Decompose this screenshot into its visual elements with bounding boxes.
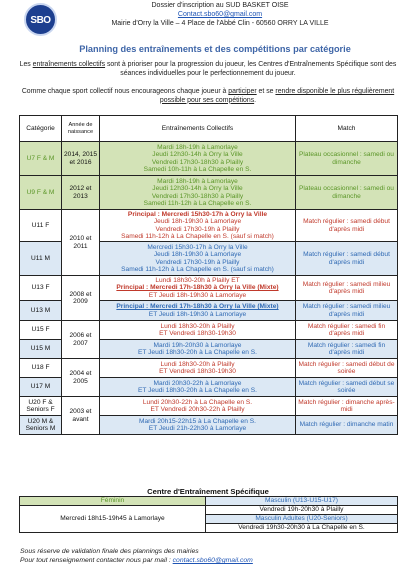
category-cell: U13 M [20, 301, 62, 321]
header-email-link[interactable]: Contact.sbo60@gmail.com [177, 11, 263, 18]
intro-paragraph-2 [18, 88, 398, 105]
training-line: Samedi 11h-12h à La Chapelle en S. (sauf si match) [121, 232, 274, 240]
match-cell: Match régulier : samedi fin d'après midi [296, 321, 398, 340]
table-row-u18f [20, 359, 398, 378]
match-cell: Match régulier : samedi début d'après midi [296, 242, 398, 276]
centre-masculin-label: Masculin (U13-U15-U17) [206, 497, 398, 506]
table-row-u9 [20, 176, 398, 210]
birth-year-cell: 2012 et 2013 [62, 176, 100, 210]
training-line: Samedi 11h-12h à La Chapelle en S. [143, 199, 252, 207]
category-cell: U13 F [20, 276, 62, 301]
training-line: Mercredi 15h30-17h à Orry la Ville [147, 243, 248, 251]
category-cell: U11 M [20, 242, 62, 276]
training-line: Jeudi 18h-19h30 à Lamorlaye [153, 251, 242, 259]
footer-note: Sous réserve de validation finale des plannings des mairies [20, 548, 199, 555]
training-line-principal: Principal : Mercredi 17h-18h30 à Orry la Ville (Mixte) [116, 303, 279, 311]
table-row-u11f [20, 210, 398, 242]
birth-year-cell: 2008 et 2009 [62, 276, 100, 321]
table-row-u13f [20, 276, 398, 301]
intro-text: sont à prioriser pour la progression du joueur, les Centres d'Entraînements Spécifique sont des séances individuelles pour le perfectionnement du joueur. [105, 61, 397, 77]
training-line-principal: Principal : Mercredi 17h-18h30 à Orry la Ville (Mixte) [116, 284, 279, 292]
category-cell: U9 F & M [20, 176, 62, 210]
match-cell: Plateau occasionnel : samedi ou dimanche [296, 176, 398, 210]
centre-masculin-adultes-label: Masculin Adultes (U20-Seniors) [206, 515, 398, 524]
birth-year-cell: 2014, 2015 et 2016 [62, 142, 100, 176]
intro-emphasis: entraînements collectifs [32, 61, 106, 68]
training-line: ET Jeudi 18h-19h30 à Lamorlaye [148, 291, 247, 299]
training-cell [100, 301, 296, 321]
category-cell: U20 F & Seniors F [20, 397, 62, 416]
table-row-u15f [20, 321, 398, 340]
birth-year-cell: 2003 et avant [62, 397, 100, 435]
training-line: ET Vendredi 18h30-19h30 [159, 330, 236, 337]
birth-year-cell: 2004 et 2005 [62, 359, 100, 397]
table-row-u20f [20, 397, 398, 416]
training-line: Samedi 11h-12h à La Chapelle en S. (sauf si match) [121, 265, 274, 273]
training-line: Samedi 10h-11h à La Chapelle en S. [143, 165, 252, 173]
training-line: Vendredi 17h30-18h30 à Plailly [151, 192, 244, 200]
training-cell [100, 142, 296, 176]
training-line: Lundi 18h30-20h à Plailly [160, 360, 235, 368]
col-header-match: Match [296, 116, 398, 142]
centre-masculin-time: Vendredi 19h-20h30 à Plailly [206, 506, 398, 515]
header-line-title: Dossier d'inscription au SUD BASKET OISE [151, 2, 289, 9]
match-cell: Match régulier : samedi début de soirée [296, 359, 398, 378]
centre-feminin-label: Féminin [20, 497, 206, 506]
schedule-table [19, 115, 398, 435]
training-line: Mardi 18h-19h à Lamorlaye [157, 177, 238, 185]
col-header-training: Entraînements Collectifs [100, 116, 296, 142]
category-cell: U17 M [20, 378, 62, 397]
training-cell [100, 210, 296, 242]
training-line-principal: Principal : Mercredi 15h30-17h à Orry la Ville [127, 210, 268, 218]
match-cell: Plateau occasionnel : samedi ou dimanche [296, 142, 398, 176]
category-cell: U20 M & Seniors M [20, 416, 62, 435]
training-line: Jeudi 12h30-14h à Orry la Ville [152, 151, 243, 159]
intro-paragraph-1 [18, 61, 398, 78]
footer-contact-text: Pour tout renseignement contacter nous par mail : [20, 557, 173, 564]
centre-masculin-adultes-time: Vendredi 19h30-20h30 à La Chapelle en S. [206, 524, 398, 533]
category-cell: U7 F & M [20, 142, 62, 176]
training-line: Vendredi 17h30-19h à Plailly [155, 258, 240, 266]
centre-specifique-title: Centre d'Entraînement Spécifique [147, 487, 269, 496]
intro-text: Les [19, 61, 33, 68]
table-row-u7 [20, 142, 398, 176]
training-line: Jeudi 18h-19h30 à Lamorlaye [153, 218, 242, 226]
match-cell: Match régulier : samedi milieu d'après midi [296, 301, 398, 321]
training-line: ET Jeudi 18h30-20h à La Chapelle en S. [137, 387, 258, 394]
training-line: ET Jeudi 21h-22h30 à Lamorlaye [148, 425, 247, 432]
category-cell: U15 M [20, 340, 62, 359]
training-cell [100, 276, 296, 301]
training-line: Vendredi 17h30-19h à Plailly [155, 225, 240, 233]
intro-text: . [254, 96, 257, 104]
header-address: Mairie d'Orry la Ville – 4 Place de l'Abbé Clin - 60560 ORRY LA VILLE [111, 20, 329, 27]
training-cell [100, 176, 296, 210]
match-cell: Match régulier : samedi début se soirée [296, 378, 398, 397]
training-line: Vendredi 17h30-18h30 à Plailly [151, 158, 244, 166]
intro-emphasis: participer [228, 88, 257, 95]
training-cell [100, 340, 296, 359]
col-header-birth-year: Année de naissance [62, 116, 100, 142]
training-cell [100, 378, 296, 397]
training-line: ET Vendredi 20h30-22h à Plailly [150, 406, 245, 413]
match-cell: Match régulier : dimanche matin [296, 416, 398, 435]
training-line: Lundi 18h30-20h à Plailly [160, 322, 235, 330]
club-logo [24, 3, 57, 36]
training-line: Mardi 18h-19h à Lamorlaye [157, 143, 238, 151]
training-line: ET Vendredi 18h30-19h30 [159, 368, 236, 375]
training-line: Mardi 20h15-22h15 à La Chapelle en S. [139, 417, 256, 425]
category-cell: U11 F [20, 210, 62, 242]
intro-emphasis: rendre disponible le plus régulièrement possible pour ses compétitions [159, 88, 395, 104]
centre-feminin-time: Mercredi 18h15-19h45 à Lamorlaye [20, 506, 206, 533]
table-header-row [20, 116, 398, 142]
col-header-category: Catégorie [20, 116, 62, 142]
footer-email-link[interactable]: contact.sbo60@gmail.com [172, 557, 253, 564]
match-cell: Match régulier : dimanche après-midi [296, 397, 398, 416]
intro-text: Comme chaque sport collectif nous encourageons chaque joueur à [21, 88, 229, 95]
page-title: Planning des entraînements et des compétitions par catégorie [79, 44, 351, 54]
match-cell: Match régulier : samedi début d'après midi [296, 210, 398, 242]
category-cell: U15 F [20, 321, 62, 340]
club-logo-text: SBO [30, 15, 51, 26]
training-line: Mardi 20h30-22h à Lamorlaye [153, 379, 242, 387]
category-cell: U18 F [20, 359, 62, 378]
footer-contact [20, 557, 253, 564]
match-cell: Match régulier : samedi milieu d'après midi [296, 276, 398, 301]
training-cell [100, 242, 296, 276]
intro-text: et se [256, 88, 276, 95]
training-line: ET Jeudi 18h-19h30 à Lamorlaye [148, 310, 247, 318]
training-cell [100, 416, 296, 435]
centre-row [20, 497, 398, 506]
birth-year-cell: 2006 et 2007 [62, 321, 100, 359]
training-cell [100, 359, 296, 378]
training-line: Lundi 20h30-22h à La Chapelle en S. [142, 398, 253, 406]
centre-specifique-table [19, 496, 398, 533]
training-line: ET Jeudi 18h30-20h à La Chapelle en S. [137, 349, 258, 356]
training-cell [100, 397, 296, 416]
training-line: Lundi 18h30-20h à Plailly ET [155, 276, 240, 284]
match-cell: Match régulier : samedi fin d'après midi [296, 340, 398, 359]
training-cell [100, 321, 296, 340]
training-line: Jeudi 12h30-14h à Orry la Ville [152, 185, 243, 193]
birth-year-cell: 2010 et 2011 [62, 210, 100, 276]
training-line: Mardi 19h-20h30 à Lamorlaye [153, 341, 242, 349]
centre-row [20, 506, 398, 515]
